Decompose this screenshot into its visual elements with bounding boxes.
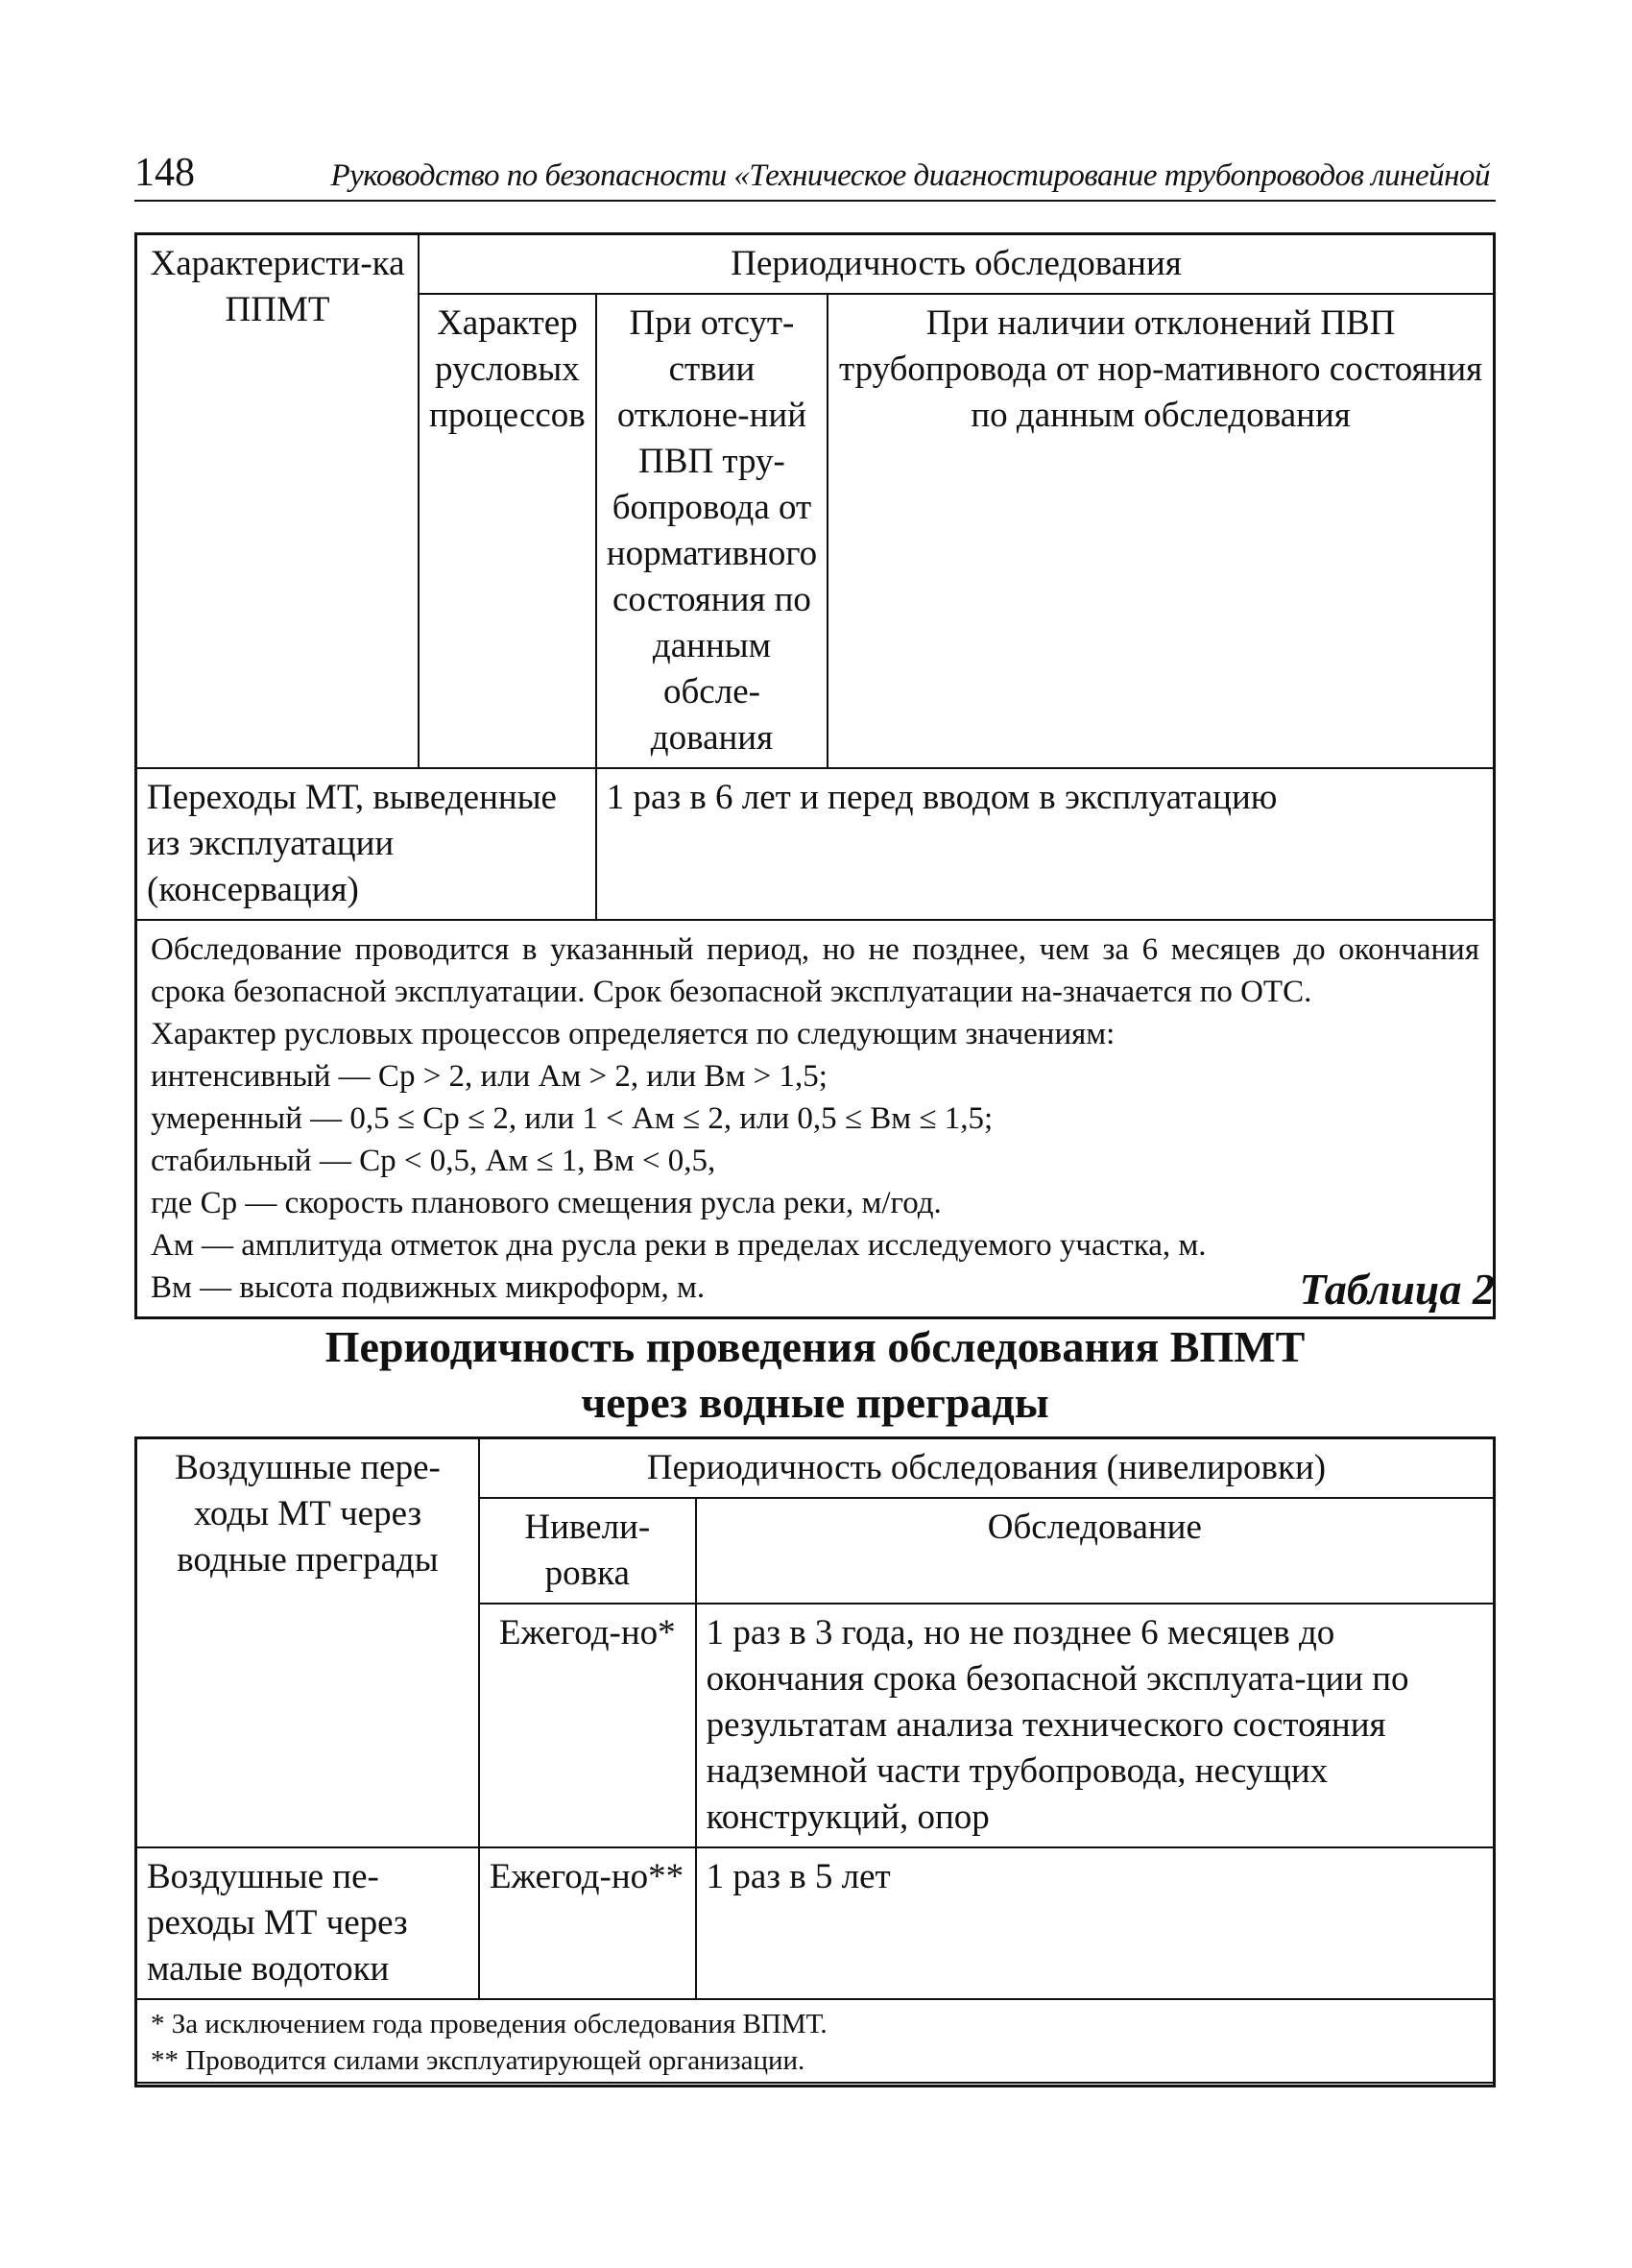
col-deviation-header: При наличии отклонений ПВП трубопровода от нор-мативного состояния по данным обследования (828, 294, 1494, 768)
note-line: Обследование проводится в указанный период, но не позднее, чем за 6 месяцев до окончания срока безопасной эксплуатации. Срок безопасной эксплуатации на-значается по ОТС. (151, 932, 1479, 1009)
page-number: 148 (134, 151, 195, 195)
row-label-conserved: Переходы МТ, выведенные из эксплуатации (консервация) (136, 768, 596, 920)
note-line: где Ср — скорость планового смещения русла реки, м/год. (151, 1186, 942, 1220)
running-title: Руководство по безопасности «Техническое диагностирование трубопроводов линейной (330, 158, 1490, 193)
periodicity-table-1 (134, 232, 1496, 1319)
footnote: ** Проводится силами эксплуатирующей организации. (151, 2045, 805, 2076)
note-line: интенсивный — Ср > 2, или Ам > 2, или Вм > 1,5; (151, 1059, 828, 1094)
col-no-deviation-header: При отсут-ствии отклоне-ний ПВП тру-бопровода от нормативного состояния по данным обсле-дования (596, 294, 828, 768)
table-title (134, 1319, 1496, 1431)
bottom-rule (134, 2082, 1496, 2084)
periodicity-table-2 (134, 1436, 1496, 2087)
col-leveling-header: Нивели-ровка (479, 1498, 696, 1604)
col-crossing-header: Воздушные пере-ходы МТ через водные преграды (136, 1438, 479, 1848)
note-line: умеренный — 0,5 ≤ Ср ≤ 2, или 1 < Ам ≤ 2, или 0,5 ≤ Вм ≤ 1,5; (151, 1101, 994, 1136)
note-line: Характер русловых процессов определяется по следующим значениям: (151, 1017, 1116, 1051)
col-periodicity-header: Периодичность обследования (нивелировки) (479, 1438, 1495, 1499)
footnote: * За исключением года проведения обследования ВПМТ. (151, 2009, 828, 2039)
row-value-conserved: 1 раз в 6 лет и перед вводом в эксплуатацию (596, 768, 1495, 920)
table-notes (136, 920, 1495, 1318)
row2-survey: 1 раз в 5 лет (696, 1847, 1495, 1999)
table-title-line: Периодичность проведения обследования ВПМТ (324, 1322, 1306, 1371)
row1-leveling: Ежегод-но* (479, 1604, 696, 1847)
col-characteristic-header: Характеристи-ка ППМТ (136, 234, 420, 769)
table-footnotes (136, 1999, 1495, 2087)
col-survey-header: Обследование (696, 1498, 1495, 1604)
table-label: Таблица 2 (1299, 1265, 1495, 1314)
note-line: стабильный — Ср < 0,5, Ам ≤ 1, Вм < 0,5, (151, 1144, 716, 1178)
row2-leveling: Ежегод-но** (479, 1847, 696, 1999)
row1-survey: 1 раз в 3 года, но не позднее 6 месяцев до окончания срока безопасной эксплуата-ции по результатам анализа технического состояния надземной части трубопровода, несущих конструкций, опор (696, 1604, 1495, 1847)
note-line: Ам — амплитуда отметок дна русла реки в пределах исследуемого участка, м. (151, 1228, 1207, 1263)
page-header (134, 152, 1496, 202)
col-channel-header: Характер русловых процессов (419, 294, 596, 768)
note-line: Вм — высота подвижных микроформ, м. (151, 1270, 706, 1305)
table-title-line: через водные преграды (581, 1378, 1049, 1427)
row2-label: Воздушные пе-реходы МТ через малые водотоки (136, 1847, 479, 1999)
col-periodicity-header: Периодичность обследования (419, 234, 1494, 295)
